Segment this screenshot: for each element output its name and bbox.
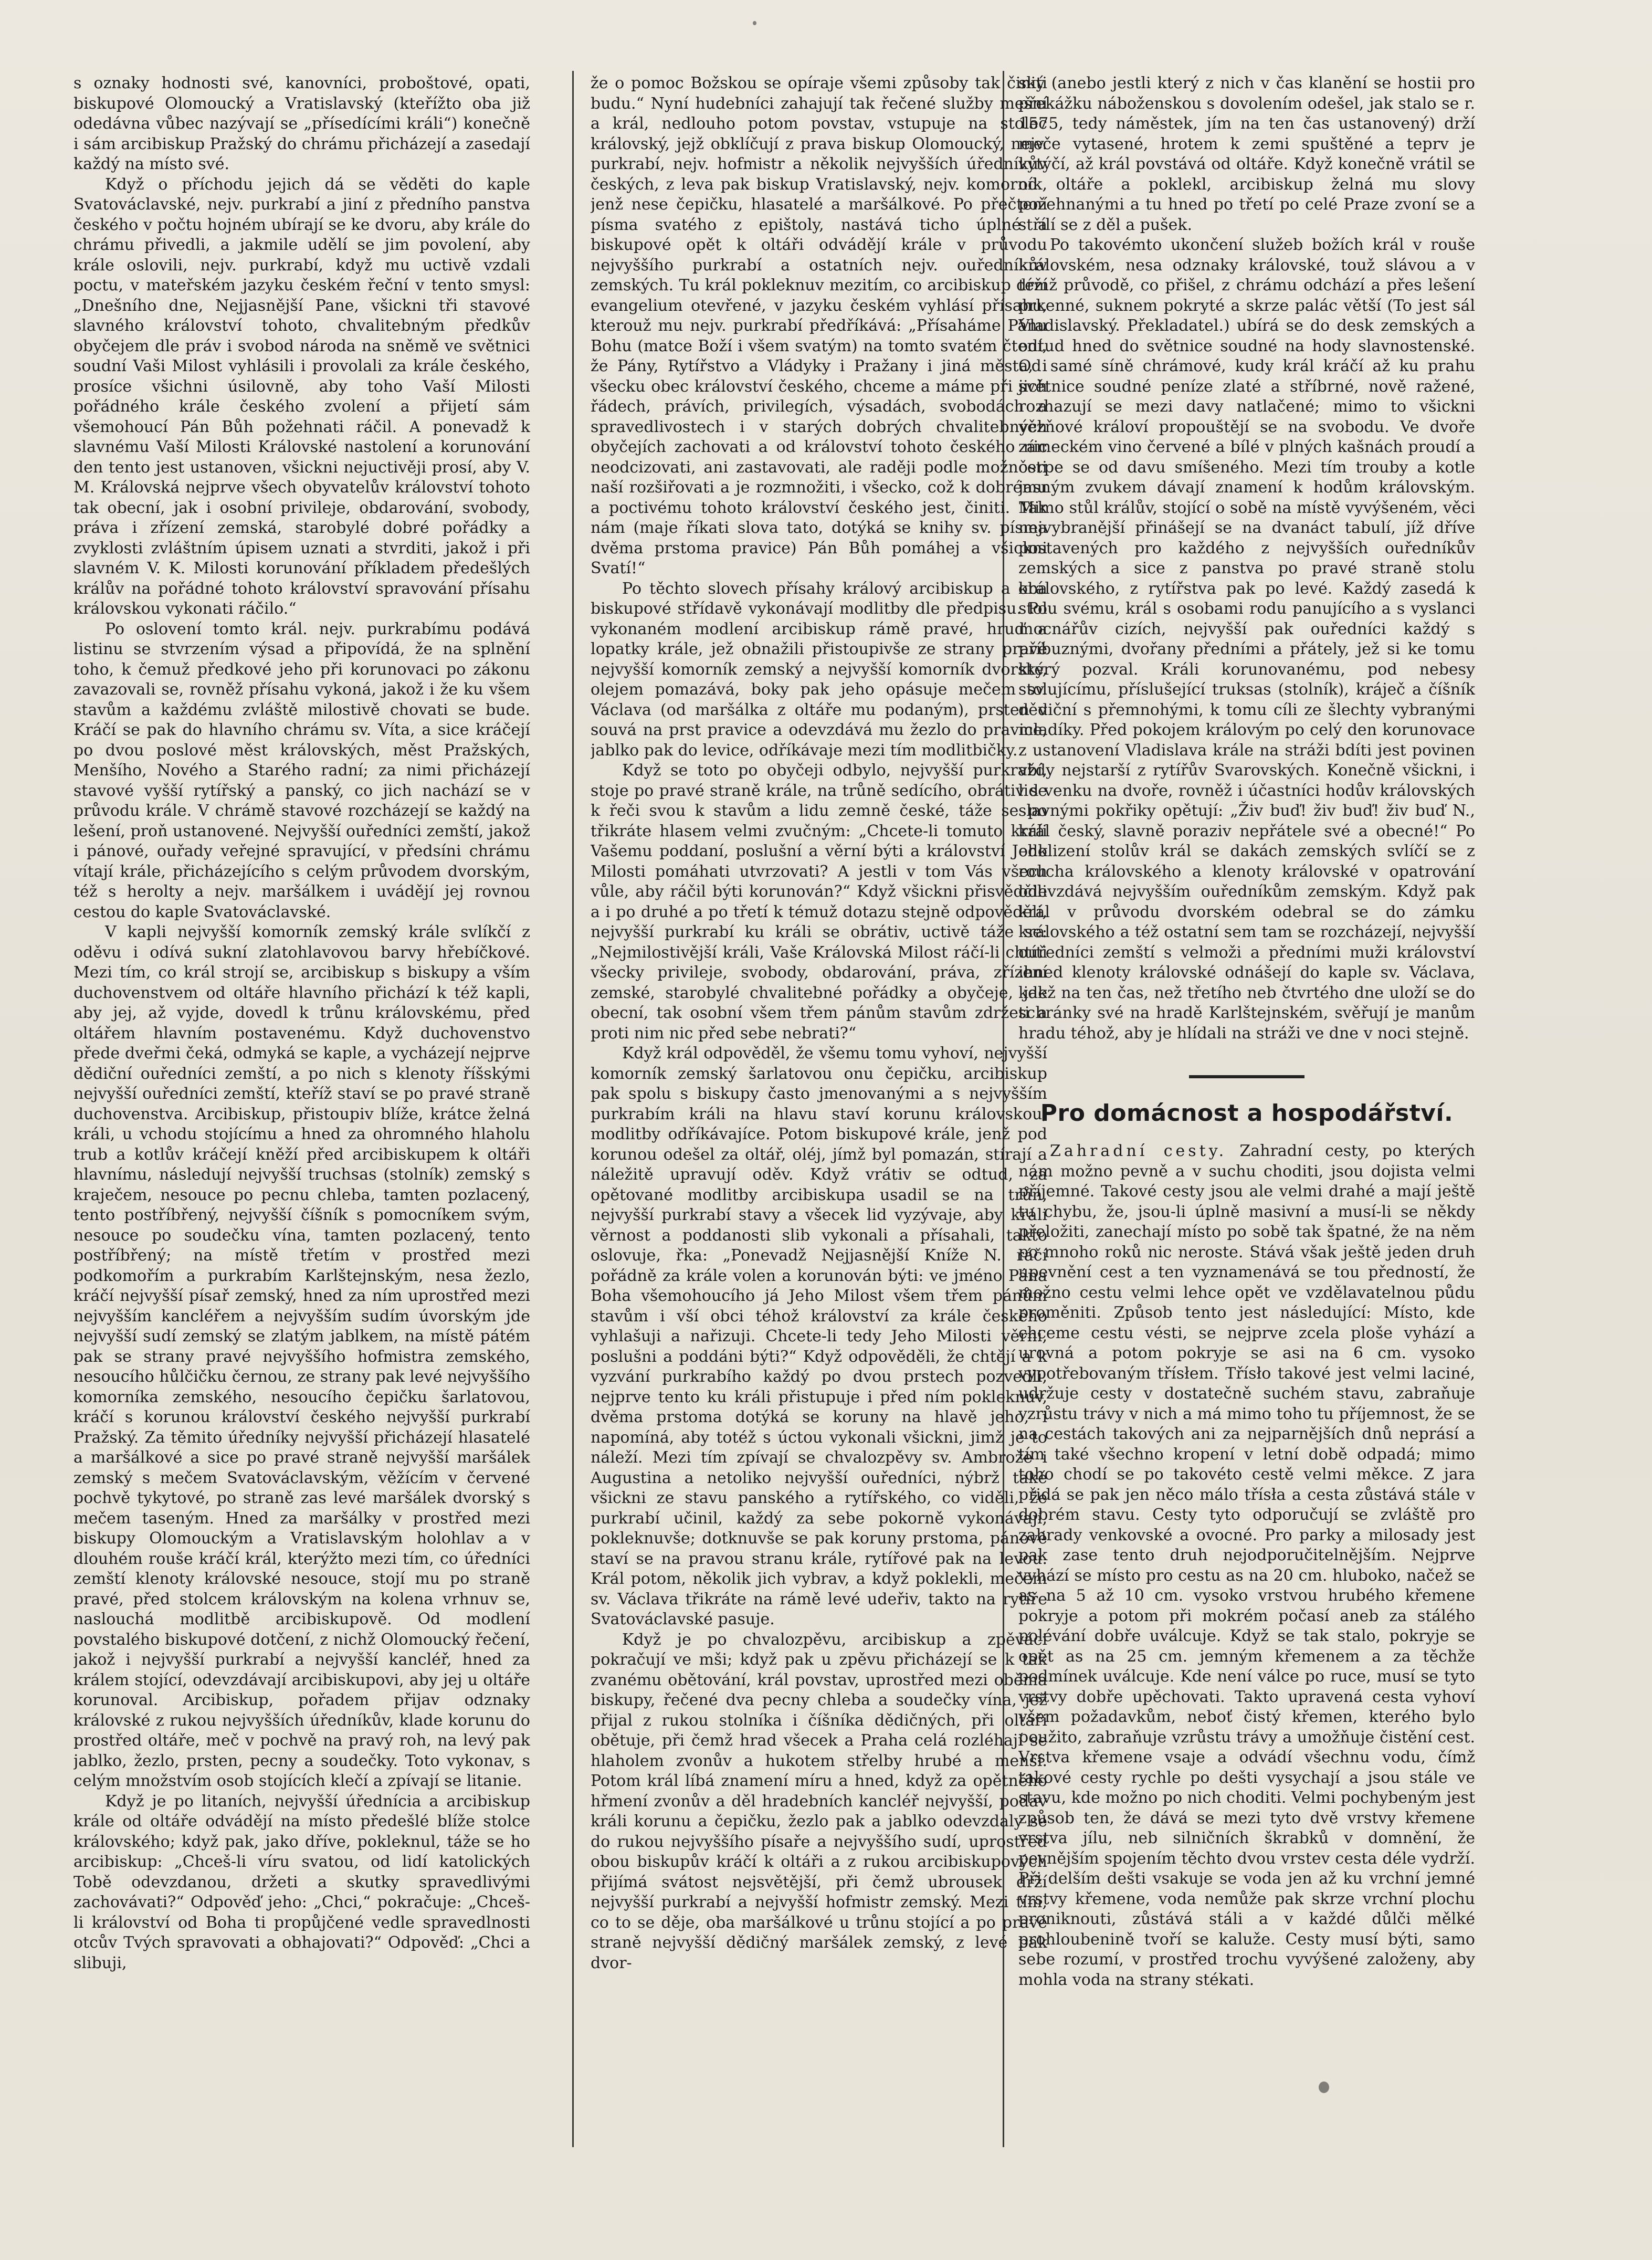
- paragraph: že o pomoc Božskou se opíraje všemi způsoby tak činiti budu.“ Nyní hudebníci zahajují tak řečené služby mešní a král, nedlouho potom povstav, vstupuje na stolec královský, jejž obklíčují z prava biskup Olomoucký, nejv. purkrabí, nejv. hofmistr a několik nejvyšších úředníkův českých, z leva pak biskup Vratislavský, nejv. komorník, jenž nese čepičku, hlasatelé a maršálkové. Po přečtení písma svatého z epištoly, nastává ticho úplné a biskupové opět k oltáři odvádějí krále v průvodu nejvyššího purkrabí a ostatních nejv. ouředníkův zemských. Tu král pokleknuv mezitím, co arcibiskup drží evangelium otevřené, v jazyku českém vyhlásí přísahu, kterouž mu nejv. purkrabí předříkává: „Přísaháme Pánu Bohu (matce Boží i všem svatým) na tomto svatém čtení, že Pány, Rytířstvo a Vládyky i Pražany i jiná města, i všecku obec království českého, chceme a máme při jich řádech, právích, privilegích, výsadách, svobodách a spravedlivostech i v starých dobrých chvalitebných obyčejích zachovati a od království tohoto českého nic neodcizovati, ani zastavovati, ale raději podle možnosti naší rozšiřovati a je rozmnožiti, i všecko, což k dobrému a poctivému tohoto království českého jest, činiti. Tak nám (maje říkati slova tato, dotýká se knihy sv. písma dvěma prstoma pravice) Pán Bůh pomáhej a všickni Svatí!“: [591, 74, 1047, 577]
- lead-word: Zahradní cesty.: [1050, 1142, 1227, 1160]
- paragraph: V kapli nejvyšší komorník zemský krále svlíkčí z oděvu i odívá sukní zlatohlavovou barvy hřebíčkové. Mezi tím, co král strojí se, arcibiskup s biskupy a vším duchovenstvem od oltáře hlavního přichází k též kapli, aby jej, až vyjde, dovedl k trůnu královskému, před oltářem hlavním postavenému. Když duchovenstvo přede dveřmi čeká, odmyká se kaple, a vycházejí nejprve dědiční ouředníci zemští, a po nich s klenoty říšskými nejvyšší ouředníci zemští, kteříž staví se po pravé straně duchovenstva. Arcibiskup, přistoupiv blíže, krátce želná králi, u vchodu stojícímu a hned za ohromného hlaholu trub a kotlův kráčejí kněží před arcibiskupem k oltáři hlavnímu, následují nejvyšší truchsas (stolník) zemský s kraječem, nesouce po pecnu chleba, tamten pozlacený, tento postříbřený, nejvyšší číšník s pomocníkem svým, nesouce po soudečku vína, tamten pozlacený, tento postříbřený; na místě třetím v prostřed mezi podkomořím a purkrabím Karlštejnským, nesa žezlo, kráčí nejvyšší písař zemský, hned za ním uprostřed mezi nejvyšším kancléřem a nejvyšším sudím úvorským jde nejvyšší sudí zemský se zlatým jablkem, na místě pátém pak se strany pravé nejvyššího hofmistra zemského, nesoucího hůlčičku černou, ze strany pak levé nejvyššího komorníka zemského, nesoucího čepičku šarlatovou, kráčí s korunou království českého nejvyšší purkrabí Pražský. Za těmito úředníky nejvyšší přicházejí hlasatelé a maršálkové a sice po pravé straně nejvyšší maršálek zemský s mečem Svatováclavským, věžícím v červené pochvě tykytové, po straně zas levé maršálek dvorský s mečem taseným. Hned za maršálky v prostřed mezi biskupy Olomouckým a Vratislavským holohlav a v dlouhém rouše kráčí král, kterýžto mezi tím, co úředníci zemští klenoty královské nesouce, stojí mu po straně pravé, před stolcem královským na kolena vrhnuv se, naslouchá modlitbě arcibiskupově. Od modlení povstalého biskupové dotčení, z nichž Olomoucký řečení, jakož i nejvyšší purkrabí a nejvyšší kancléř, hned za králem stojící, odevzdávají arcibiskupovi, aby jej u oltáře korunoval. Arcibiskup, pořadem přijav odznaky královské z rukou nejvyšších úředníkův, klade korunu do prostřed oltáře, meč v pochvě na pravý roh, na levý pak jablko, žezlo, prsten, pecny a soudečky. Toto vykonav, s celým množstvím osob stojících klečí a zpívají se litanie.: [73, 923, 530, 1790]
- ink-spot: [1319, 2082, 1329, 2093]
- lead-text: Zahradní cesty, po kterých nám možno pevně a v suchu choditi, jsou dojista velmi příjemné. Takové cesty jsou ale velmi drahé a mají ještě tu chybu, že, jsou-li úplně masivní a musí-li se někdy přeložiti, zanechají místo po sobě tak špatné, že na něm po mnoho roků nic neroste. Stává však ještě jeden druh upevnění cest a ten vyznamenává se tou předností, že možno cestu velmi lehce opět ve vzdělavatelnou půdu proměniti. Způsob tento jest následující: Místo, kde chceme cestu vésti, se nejprve zcela ploše vyhází a urovná a potom pokryje se asi na 6 cm. vysoko vypotřebovaným třísłem. Třísło takové jest velmi laciné, udržuje cesty v dostatečně suchém stavu, zabraňuje vzrůstu trávy v nich a má mimo toho tu příjemnost, že se na cestách takových ani za nejparnějších dnů neprásí a tím také všechno kropení v letní době odpadá; mimo toho chodí se po takovéto cestě velmi měkce. Z jara přidá se pak jen něco málo třísła a cesta zůstává stále v dobrém stavu. Cesty tyto odporučují se zvláště pro zahrady venkovské a ovocné. Pro parky a milosady jest pak zase tento druh nejodporučitelnějším. Nejprve vyhází se místo pro cestu as na 20 cm. hluboko, načež se as na 5 až 10 cm. vysoko vrstvou hrubého křemene pokryje a potom při mokrém počasí aneb za stálého polévání dobře uválcuje. Když se tak stalo, pokryje se opět as na 25 cm. jemným křemenem a za těchže podmínek uválcuje. Kde není válce po ruce, musí se tyto vrstvy dobře upěchovati. Takto upravená cesta vyhoví všem požadavkům, neboť čistý křemen, kterého bylo použito, zabraňuje vzrůstu trávy a umožňuje čistění cest. Vrstva křemene vsaje a odvádí všechnu vodu, čímž takové cesty rychle po dešti vysychají a jsou stále ve stavu, kde možno po nich choditi. Velmi pochybeným jest způsob ten, že dává se mezi tyto dvě vrstvy křemene vrstva jílu, neb silničních škrabků v domnění, že pevnějším spojením těchto dvou vrstev cesta déle vydrží. Při delším dešti vsakuje se voda jen až ku vrchní jemné vrstvy křemene, voda nemůže pak skrze vrchní plochu proniknouti, zůstává stáli a v každé důlči mělké prohloubenině tvoří se kaluže. Cesty musí býti, samo sebe rozumí, v prostřed trochu vyvýšené založeny, aby mohla voda na strany stékati.: [1018, 1142, 1475, 1989]
- paragraph: Po takovémto ukončení služeb božích král v rouše královském, nesa odznaky královské, touž slávou a v témž průvodě, co přišel, z chrámu odchází a přes lešení prkenné, suknem pokryté a skrze palác větší (To jest sál Vladislavský. Překladatel.) ubírá se do desk zemských a odtud hned do světnice soudné na hody slavnostenské. Od samé síně chrámové, kudy král kráčí až ku prahu světnice soudné peníze zlaté a stříbrné, nově ražené, rozhazují se mezi davy natlačené; mimo to všickni vězňové královí propouštějí se na svobodu. Ve dvoře zámeckém vino červené a bílé v plných kašnách proudí a čerpe se od davu smíšeného. Mezi tím trouby a kotle jasným zvukem dávají znamení k hodům královským. Mimo stůl králův, stojící o sobě na místě vyvýšeném, věci nejvybranější přinášejí se na dvanáct tabulí, jíž dříve postavených pro každého z nejvyšších ouředníkův zemských a sice z panstva po pravé straně stolu královského, z rytířstva pak po levé. Každý zasedá k stolu svému, král s osobami rodu panujícího a s vyslanci mocnářův cizích, nejvyšší pak ouředníci každý s příbuznými, dvořany předními a přátely, jež si ke tomu který pozval. Králi korunovanému, pod nebesy stolujícímu, příslušející truksas (stolník), kráječ a číšník dědiční s přemnohými, k tomu cíli ze šlechty vybranými mladíky. Před pokojem královým po celý den korunovace z ustanovení Vladislava krále na stráži bdíti jest povinen vždy nejstarší z rytířův Svarovských. Konečně všickni, i lid venku na dvoře, rovněž i účastníci hodův královských slavnými pokřiky opětují: „Živ buď! živ buď! živ buď N., král český, slavně poraziv nepřátele své a obecné!“ Po odklizení stolův král se dakách zemských svlíčí se z roucha královského a klenoty královské v opatrování odevzdává nejvyšším ouředníkům zemským. Když pak král v průvodu dvorském odebral se do zámku královského a též ostatní sem tam se rozcházejí, nejvyšší ouředníci zemští s velmoži a předními muži království ihned klenoty královské odnášejí do kaple sv. Václava, kdež na ten čas, než třetího neb čtvrtého dne uloží se do schránky své na hradě Karlštejnském, svěřují je manům hradu téhož, aby je hlídali na stráži ve dne v noci stejně.: [1018, 236, 1475, 1043]
- column-rule: [572, 71, 574, 2147]
- section-heading: Pro domácnost a hospodářství.: [1040, 1100, 1454, 1127]
- paragraph: Když je po chvalozpěvu, arcibiskup a zpěváci pokračují ve mši; když pak u zpěvu přicházejí se k tak zvanému obětování, král povstav, uprostřed mezi oběma biskupy, řečené dva pecny chleba a soudečky vína, jež přijal z rukou stolníka i číšníka dědičných, při oltáři obětuje, při čemž hrad všecek a Praha celá rozléhají se hlaholem zvonův a hukotem střelby hrubé a menší. Potom král líbá znamení míru a hned, když za opětného hřmení zvonův a děl hradebních kancléř nejvyšší, podav králi korunu a čepičku, žezlo pak a jablko odevzdaly se do rukou nejvyššího písaře a nejvyššího sudí, uprostřed obou biskupův kráčí k oltáři a z rukou arcibiskupových přijímá svátost nejsvětější, při čemž ubrousek drží nejvyšší purkrabí a nejvyšší hofmistr zemský. Mezi tím, co to se děje, oba maršálkové u trůnu stojící a po pravé straně nejvyšší dědičný maršálek zemský, z levé pak dvor-: [591, 1630, 1047, 1972]
- paragraph: Když je po litaních, nejvyšší úřednícia a arcibiskup krále od oltáře odvádějí na místo předešlé blíže stolce královského; když pak, jako dříve, pokleknul, táže se ho arcibiskup: „Chceš-li víru svatou, od lidí katolických Tobě odevzdanou, držeti a skutky spravedlivými zachovávati?“ Odpověď jeho: „Chci,“ pokračuje: „Chceš-li království od Boha ti propůjčené vedle spravedlnosti otcův Tvých spravovati a obhajovati?“ Odpověď: „Chci a slibuji,: [73, 1792, 530, 1972]
- paragraph: Když o příchodu jejich dá se věděti do kaple Svatováclavské, nejv. purkrabí a jiní z předního panstva českého v počtu hojném ubírají se ke dvoru, aby krále do chrámu přivedli, a jakmile udělí se jim povolení, aby krále oslovili, nejv. purkrabí, když mu uctivě vzdali poctu, v mateřském jazyku českém řeční v tento smysl: „Dnešního dne, Nejjasnější Pane, všickni tři stavové slavného království tohoto, chvalitebným předkův obyčejem dle práv i svobod národa na sněmě ve světnici soudní Vaši Milost vyhlásili i provolali za krále českého, prosíce všichni úsilovně, aby toho Vaší Milosti pořádného krále českého zvolení a přijetí sám všemohoucí Pán Bůh požehnati ráčil. A ponevadž k slavnému Vaší Milosti Královské nastolení a korunování den tento jest ustanoven, všickni nejuctivěji prosí, aby V. M. Královská nejprve všech obyvatelův království tohoto tak obecní, jak i osobní privileje, obdarování, svobody, práva i zřízení zemská, starobylé dobré pořádky a zvyklosti zvláštním úpisem uznati a stvrditi, jakož i při slavném V. K. Milosti korunování příkladem předešlých králův na pořádné tohoto království spravování přísahu královskou vykonati ráčilo.“: [73, 175, 530, 618]
- paragraph: [1018, 1141, 1475, 1990]
- paragraph: Když král odpověděl, že všemu tomu vyhoví, nejvyšší komorník zemský šarlatovou onu čepičku, arcibiskup pak spolu s biskupy často jmenovanými a s nejvyšším purkrabím králi na hlavu staví korunu královskou, modlitby odříkávajíce. Potom biskupové krále, jenž pod korunou odešel za oltář, oléj, jímž byl pomazán, stírají a náležitě upravují oděv. Když vrátiv se odtud, za opětované modlitby arcibiskupa usadil se na trůn, nejvyšší purkrabí stavy a všecek lid vyzývaje, aby králi věrnost a poddanosti slib vykonali a přísahali, takto oslovuje, řka: „Ponevadž Nejjasnější Kníže N. ráčí pořádně za krále volen a korunován býti: ve jméno Pána Boha všemohoucího já Jeho Milost všem třem pánům stavům i vší obci téhož království za krále českého vyhlašuji a nařizuji. Chcete-li tedy Jeho Milosti věrni, poslušni a poddáni býti?“ Když odpověděli, že chtějí a k vyzvání purkrabího každý po dvou prstech pozvedli, nejprve tento ku králi přistupuje i před ním pokleknuv, dvěma prstoma dotýká se koruny na hlavě jeho, i napomíná, aby totéž s úctou vykonali všickni, jimž je to náleží. Mezi tím zpívají se chvalozpěvy sv. Ambrože i Augustina a netoliko nejvyšší ouředníci, nýbrž také všickni ze stavu panského a rytířského, co viděli, že purkrabí učinil, každý za sebe pokorně vykonávají, pokleknuvše; dotknuvše se pak koruny prstoma, pánové staví se na pravou stranu krále, rytířové pak na levou. Král potom, několik jich vybrav, a když poklekli, mečem sv. Václava třikráte na rámě levé udeřiv, takto na rytíře Svatováclavské pasuje.: [591, 1044, 1047, 1628]
- ink-spot: [753, 21, 756, 25]
- article-column-3: [1018, 73, 1475, 2205]
- paragraph: Když se toto po obyčeji odbylo, nejvyšší purkrabí, stoje po pravé straně krále, na trůně sedícího, obrátiv se k řeči svou k stavům a lidu zemně české, táže se po třikráte hlasem velmi zvučným: „Chcete-li tomuto králi Vašemu poddaní, poslušní a věrní býti a království Jeho Milosti pomáhati utvrzovati? A jestli v tom Vás všech vůle, aby ráčil býti korunován?“ Když všickni přisvědčili a i po druhé a po třetí k témuž dotazu stejně odpověděli, nejvyšší purkrabí ku králi se obrátiv, uctivě táže se: „Nejmilostivější králi, Vaše Královská Milost ráčí-li chtíti všecky privileje, svobody, obdarování, práva, zřízení zemské, starobylé chvalitebné pořádky a obyčeje, jak obecní, tak osobní všem třem pánům stavům zdržeti a proti nim nic před sebe nebrati?“: [591, 761, 1047, 1043]
- paragraph: s oznaky hodnosti své, kanovníci, proboštové, opati, biskupové Olomoucký a Vratislavský (kteřížto oba již odedávna vůbec nazývají se „přísedícími králi“) konečně i sám arcibiskup Pražský do chrámu přicházejí a zasedají každý na místo své.: [73, 74, 530, 173]
- paragraph: ský (anebo jestli který z nich v čas klanění se hostii pro překážku náboženskou s dovolením odešel, jak stalo se r. 1575, tedy náměstek, jím na ten čas ustanovený) drží meče vytasené, hrotem k zemi spuštěné a teprv je vytýčí, až král povstává od oltáře. Když konečně vrátil se od oltáře a poklekl, arcibiskup želná mu slovy požehnanými a tu hned po třetí po celé Praze zvoní se a střílí se z děl a pušek.: [1018, 74, 1475, 234]
- article-column-1: [73, 73, 530, 2205]
- section-separator: [1189, 1075, 1304, 1078]
- paragraph: Po oslovení tomto král. nejv. purkrabímu podává listinu se stvrzením výsad a připovídá, že na splnění toho, k čemuž předkové jeho při korunovaci po zákonu zavazovali se, rovněž přísahu vykoná, jakož i že ku všem stavům a každému zvláště milostivě chovati se bude. Kráčí se pak do hlavního chrámu sv. Víta, a sice kráčejí po dvou poslové měst královských, měst Pražských, Menšího, Nového a Starého radní; za nimi přicházejí stavové vyšší rytířský a panský, co jich nachází se v průvodu krále. V chrámě stavové rozcházejí se každý na lešení, proň ustanovené. Nejvyšší ouředníci zemští, jakož i pánové, ouřady veřejné spravující, v předsíni chrámu vítají krále, přicházejícího s celým průvodem dvorským, též s herolty a nejv. maršálkem i uvádějí jej rovnou cestou do kaple Svatováclavské.: [73, 619, 530, 921]
- paragraph: Po těchto slovech přísahy králový arcibiskup a oba biskupové střídavě vykonávají modlitby dle předpisu. Po vykonaném modlení arcibiskup rámě pravé, hruď a lopatky krále, jež obnažili přistoupivše ze strany pravé nejvyšší komorník zemský a nejvyšší komorník dvorský, olejem pomazává, boky pak jeho opásuje mečem sv. Václava (od maršálka z oltáře mu podaným), prsten v souvá na prst pravice a odevzdává mu žezlo do pravice, jablko pak do levice, odříkávaje mezi tím modlitbičky.: [591, 579, 1047, 760]
- article-column-2: [591, 73, 1047, 2205]
